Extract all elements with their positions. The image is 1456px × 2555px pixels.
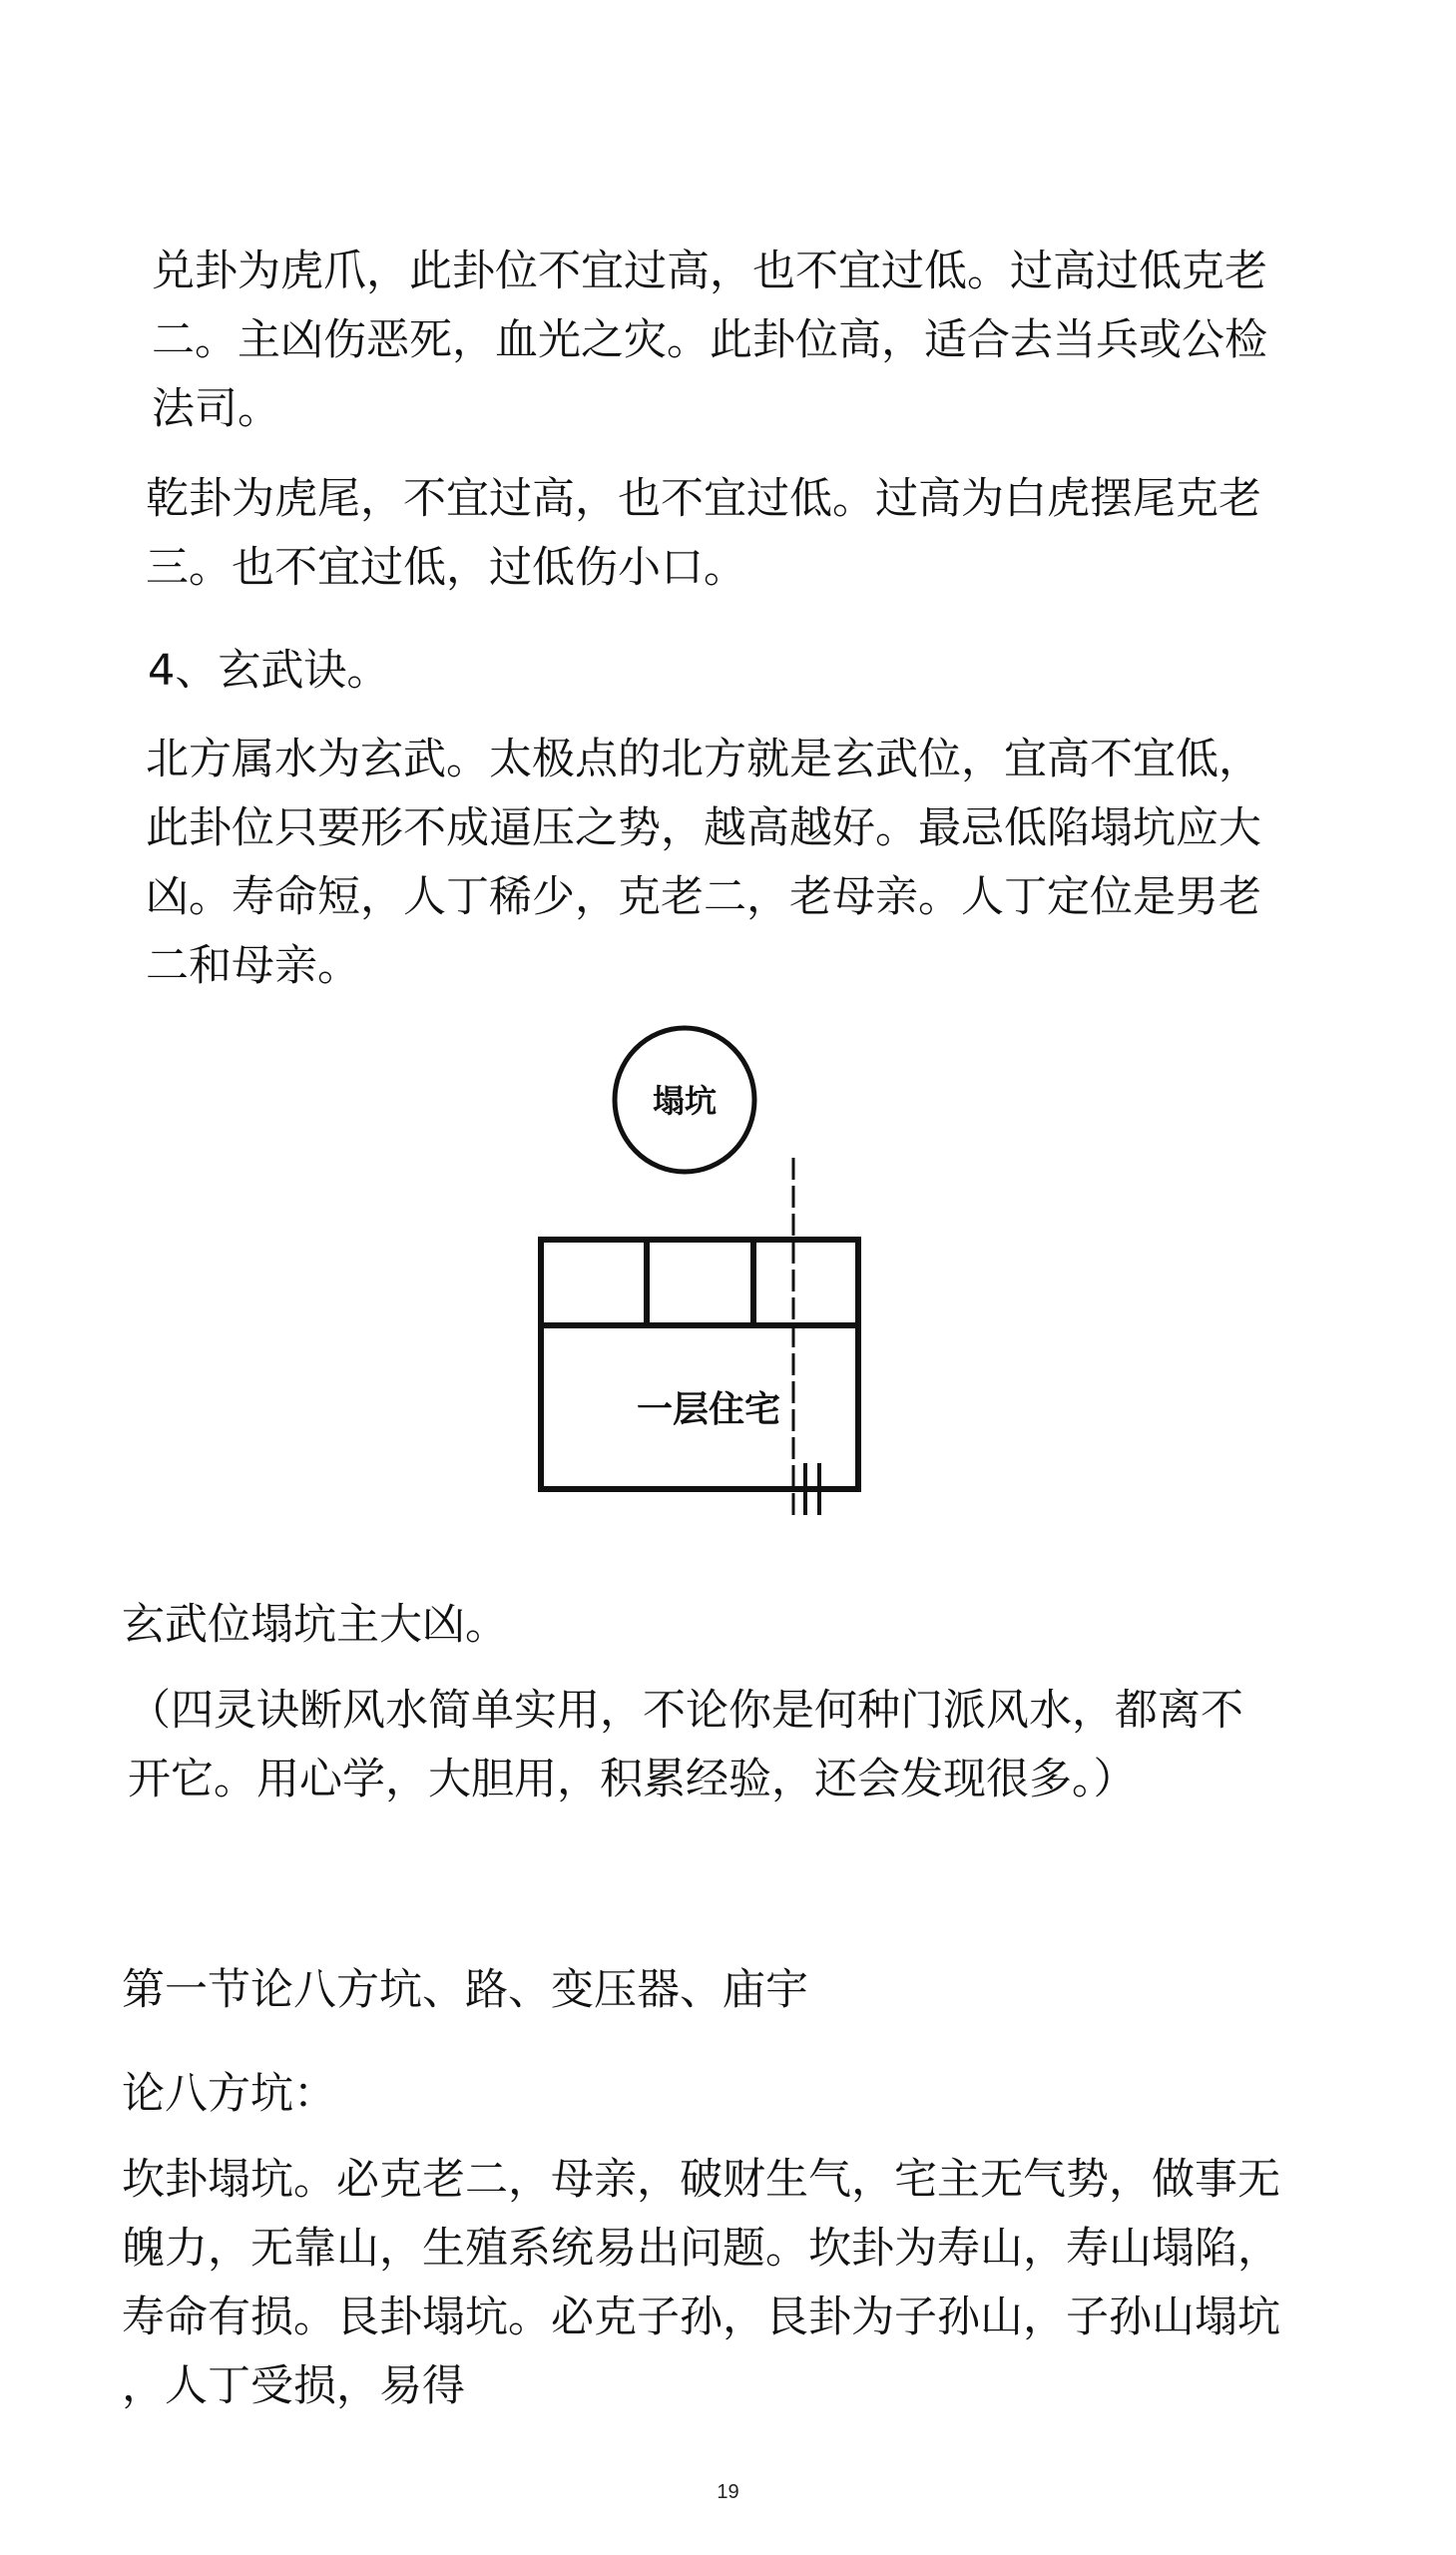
paragraph-note <box>128 1677 1243 1814</box>
text-line: 北方属水为玄武。太极点的北方就是玄武位，宜高不宜低， <box>146 735 1261 784</box>
text-line: ，人丁受损，易得 <box>122 2361 465 2411</box>
text-line: 坎卦塌坑。必克老二，母亲，破财生气，宅主无气势，做事无 <box>122 2155 1280 2205</box>
text-line: 乾卦为虎尾，不宜过高，也不宜过低。过高为白虎摆尾克老 <box>146 474 1261 524</box>
paragraph-qian-gua <box>146 465 1261 603</box>
house-pit-diagram <box>529 1018 928 1537</box>
text-line: 法司。 <box>152 384 280 434</box>
house-outline <box>541 1240 858 1489</box>
text-line: 兑卦为虎爪，此卦位不宜过高，也不宜过低。过高过低克老 <box>152 247 1267 296</box>
text-line: （四灵诀断风水简单实用，不论你是何种门派风水，都离不 <box>128 1686 1243 1736</box>
text-line: 二和母亲。 <box>146 941 360 991</box>
text-line: 玄武位塌坑主大凶。 <box>122 1600 508 1650</box>
section-title: 第一节论八方坑、路、变压器、庙宇 <box>122 1965 808 2015</box>
paragraph-xuanwu-pit <box>122 1591 508 1660</box>
subsection-title: 论八方坑： <box>122 2069 336 2119</box>
text-line: 魄力，无靠山，生殖系统易出问题。坎卦为寿山，寿山塌陷， <box>122 2224 1280 2274</box>
text-line: 开它。用心学，大胆用，积累经验，还会发现很多。） <box>128 1755 1137 1804</box>
heading-xuanwu-jue <box>148 637 389 706</box>
text-line: 此卦位只要形不成逼压之势，越高越好。最忌低陷塌坑应大 <box>146 803 1261 853</box>
heading-text: 、玄武诀。 <box>175 646 390 696</box>
text-line: 寿命有损。艮卦塌坑。必克子孙，艮卦为子孙山，子孙山塌坑 <box>122 2293 1280 2342</box>
paragraph-dui-gua <box>152 238 1267 444</box>
text-line: 凶。寿命短，人丁稀少，克老二，老母亲。人丁定位是男老 <box>146 872 1261 922</box>
pit-label: 塌坑 <box>652 1082 718 1120</box>
page-number: 19 <box>717 2481 739 2503</box>
paragraph-xuanwu <box>146 726 1261 1001</box>
text-line: 三。也不宜过低，过低伤小口。 <box>146 543 746 593</box>
house-label: 一层住宅 <box>636 1389 781 1430</box>
paragraph-kan-gua <box>122 2146 1280 2421</box>
heading-number: 4 <box>148 646 176 696</box>
text-line: 二。主凶伤恶死，血光之灾。此卦位高，适合去当兵或公检 <box>152 315 1267 365</box>
